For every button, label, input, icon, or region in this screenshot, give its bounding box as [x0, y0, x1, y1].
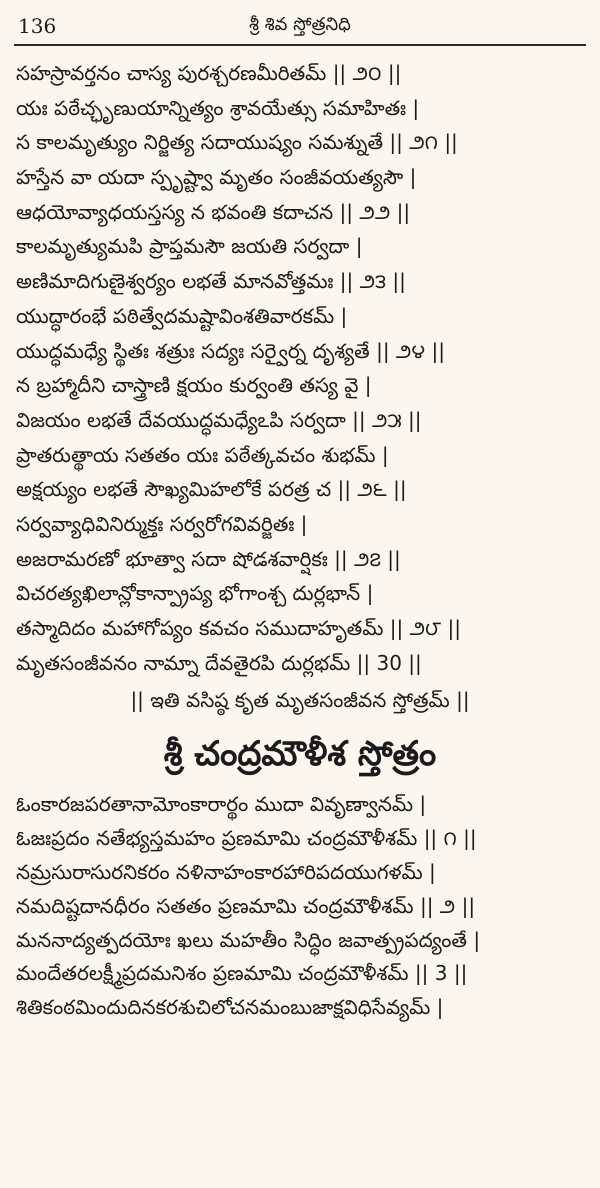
verse-line: విజయం లభతే దేవయుద్ధమధ్యేఽపి సర్వదా || ౨౫ ||: [16, 407, 422, 432]
verse-line: స కాలమృత్యుం నిర్జిత్య సదాయుష్యం సమశ్నుతే || ౨౧ ||: [16, 130, 458, 155]
verse-line: శితికంఠమిందుదినకరశుచిలోచనమంబుజాక్షవిధిసేవ్యమ్ |: [16, 995, 444, 1020]
verse-line: నమదిష్టదానధీరం సతతం ప్రణమామి చంద్రమౌళీశమ్ || ౨ ||: [16, 893, 476, 918]
running-header: [14, 8, 586, 46]
verse-line: సహస్రావర్తనం చాస్య పురశ్చరణమీరితమ్ || ౨౦ ||: [16, 61, 402, 85]
stotram-verses: [14, 56, 586, 680]
verse-line: యుద్ధమధ్యే స్థితః శత్రుః సద్యః సర్వైర్న దృశ్యతే || ౨౪ ||: [16, 338, 445, 363]
verse-line: హస్తేన వా యదా స్పృష్ట్వా మృతం సంజీవయత్యసౌ |: [16, 165, 417, 190]
verse-line: ఓజఃప్రదం నతేభ్యస్తమహం ప్రణమామి చంద్రమౌళీశమ్ || ౧ ||: [16, 826, 477, 851]
verse-line: నమ్రసురాసురనికరం నళినాహంకారహారిపదయుగళమ్ |: [16, 859, 436, 884]
verse-line: విచరత్యఖిలాన్లోకాన్ప్రాప్య భోగాంశ్చ దుర్లభాన్ |: [16, 581, 374, 606]
verse-line: మృతసంజీవనం నామ్నా దేవతైరపి దుర్లభమ్ || 30 ||: [16, 650, 422, 675]
verse-line: సర్వవ్యాధివినిర్ముక్తః సర్వరోగవివర్జితః |: [16, 511, 308, 536]
verse-line: న బ్రహ్మాదీని చాస్త్రాణి క్షయం కుర్వంతి తస్య వై |: [16, 373, 372, 398]
colophon: || ఇతి వసిష్ఠ కృత మృతసంజీవన స్తోత్రమ్ ||: [130, 688, 470, 713]
verse-line: అక్షయ్యం లభతే సౌఖ్యమిహలోకే పరత్ర చ || ౨౬ ||: [16, 477, 407, 502]
verse-line: అజరామరణో భూత్వా సదా షోడశవార్షికః || ౨౭ ||: [16, 546, 401, 571]
verse-line: కాలమృత్యుమపి ప్రాప్తమసౌ జయతి సర్వదా |: [16, 234, 363, 259]
verse-line: మందేతరలక్ష్మీప్రదమనిశం ప్రణమామి చంద్రమౌళీశమ్ || 3 ||: [16, 961, 468, 986]
verse-line: ప్రాతరుత్థాయ సతతం యః పఠేత్కవచం శుభమ్ |: [16, 442, 389, 467]
verse-line: ఆధయోవ్యాధయస్తస్య న భవంతి కదాచన || ౨౨ ||: [16, 199, 411, 224]
verse-line: యుద్ధారంభే పఠిత్వేదమష్టావింశతివారకమ్ |: [16, 303, 348, 328]
page-number: 136: [18, 14, 57, 38]
verse-line: ఓంకారజపరతానామోంకారార్థం ముదా వివృణ్వానమ్ |: [16, 792, 427, 817]
verse-line: అణిమాదిగుణైశ్వర్యం లభతే మానవోత్తమః || ౨౩ ||: [16, 269, 406, 294]
verse-line: యః పఠేచ్ఛృణుయాన్నిత్యం శ్రావయేత్సు సమాహితః |: [16, 95, 420, 120]
section-title: శ్రీ చంద్రమౌళీశ స్తోత్రం: [163, 734, 437, 775]
verse-line: తస్మాదిదం మహాగోప్యం కవచం సముదాహృతమ్ || ౨౮ ||: [16, 616, 461, 640]
book-title: శ్రీ శివ స్తోత్రనిధి: [249, 14, 351, 35]
stotram-verses: [14, 788, 586, 1025]
verse-line: మననాద్యత్పదయోః ఖలు మహతీం సిద్ధిం జవాత్ప్రపద్యంతే |: [16, 927, 481, 952]
